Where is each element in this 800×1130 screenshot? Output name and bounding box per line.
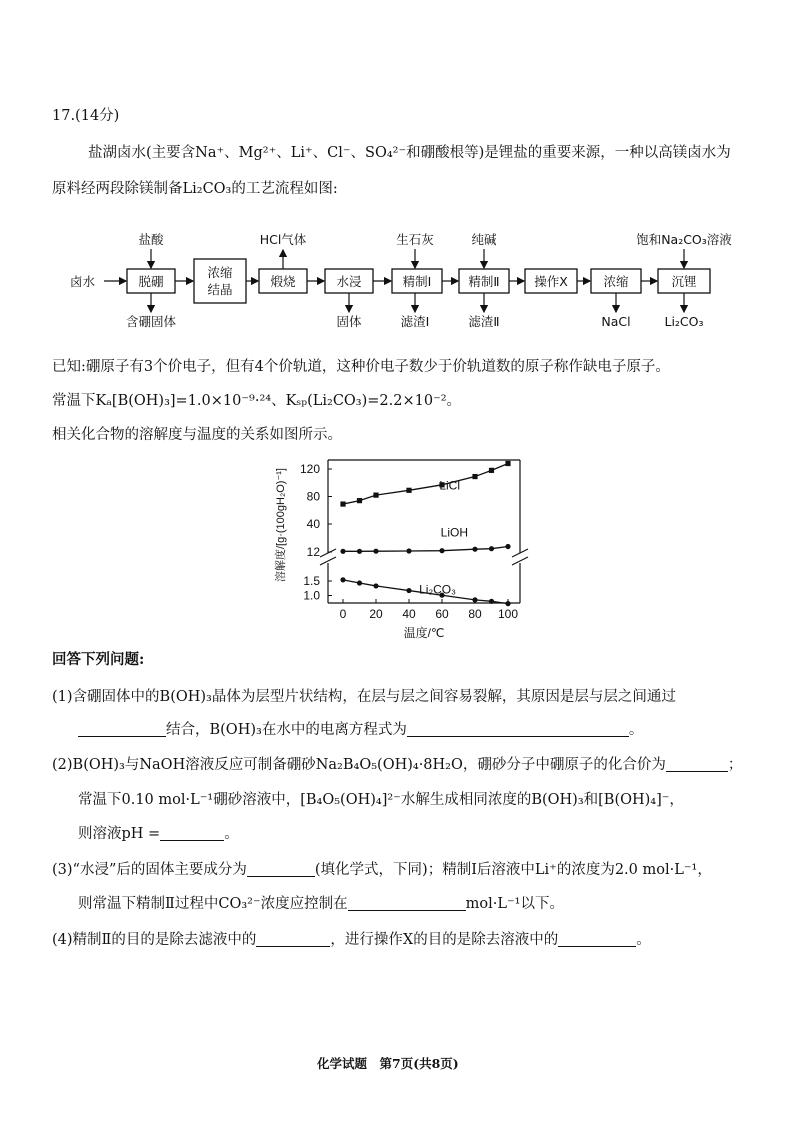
intro-line-2: 原料经两段除镁制备Li₂CO₃的工艺流程如图: <box>52 181 338 197</box>
data-point-lioh <box>357 549 362 554</box>
solubility-chart <box>270 455 540 645</box>
output-nacl: NaCl <box>601 314 631 329</box>
output-lvzha-2: 滤渣Ⅱ <box>468 314 500 329</box>
x-tick-label: 40 <box>402 607 416 621</box>
q3-line-2 <box>78 894 564 914</box>
q1-line-2 <box>78 720 643 740</box>
step-jiejing: 结晶 <box>207 282 233 297</box>
data-point-li2co3 <box>489 599 494 604</box>
data-point-lioh <box>340 549 345 554</box>
intro-line-1: 盐湖卤水(主要含Na⁺、Mg²⁺、Li⁺、Cl⁻、SO₄²⁻和硼酸根等)是锂盐的重要来源，一种以高镁卤水为 <box>88 145 731 161</box>
known-line-3: 相关化合物的溶解度与温度的关系如图所示。 <box>52 427 342 443</box>
known-line-1: 已知:硼原子有3个价电子，但有4个价轨道，这种价电子数少于价轨道数的原子称作缺电子原子。 <box>52 359 670 375</box>
series-label: Li₂CO₃ <box>419 582 456 597</box>
q3-blank-2[interactable] <box>348 894 466 911</box>
step-nongsuo-2: 浓缩 <box>603 274 629 289</box>
process-flow-diagram <box>70 225 770 340</box>
input-na2co3: 饱和Na₂CO₃溶液 <box>636 232 732 247</box>
data-point-li2co3 <box>373 583 378 588</box>
series-label: LiOH <box>440 525 468 540</box>
q3-text-1: (3)“水浸”后的固体主要成分为 <box>52 862 247 878</box>
data-point-lioh <box>406 548 411 553</box>
q4-text-1: (4)精制Ⅱ的目的是除去滤液中的 <box>52 932 257 948</box>
output-hanpeng-guti: 含硼固体 <box>125 314 177 329</box>
data-point-licl <box>357 498 362 503</box>
data-point-lioh <box>373 549 378 554</box>
input-chunjian: 纯碱 <box>471 232 497 247</box>
q1-line-1: (1)含硼固体中的B(OH)₃晶体为层型片状结构，在层与层之间容易裂解，其原因是层与层之间通过 <box>52 689 676 705</box>
question-number: 17.(14分) <box>52 108 120 124</box>
q2-line-2: 常温下0.10 mol·L⁻¹硼砂溶液中，[B₄O₅(OH)₄]²⁻水解生成相同浓度的B(OH)₃和[B(OH)₄]⁻， <box>78 792 684 808</box>
q2-text-1-end: ； <box>727 757 743 773</box>
input-shengshihui: 生石灰 <box>396 232 434 247</box>
q3-text-1-mid: (填化学式，下同)；精制Ⅰ后溶液中Li⁺的浓度为2.0 mol·L⁻¹， <box>314 862 712 878</box>
output-li2co3: Li₂CO₃ <box>664 314 704 329</box>
y-tick-label: 12 <box>306 545 320 559</box>
data-point-li2co3 <box>357 580 362 585</box>
data-point-licl <box>472 474 477 479</box>
x-tick-label: 20 <box>369 607 383 621</box>
y-tick-label: 80 <box>306 489 320 504</box>
data-point-lioh <box>439 548 444 553</box>
data-point-lioh <box>472 547 477 552</box>
q2-blank-2[interactable] <box>160 824 224 841</box>
q2-line-3 <box>78 824 239 844</box>
data-point-li2co3 <box>505 601 510 606</box>
q3-text-2-end: mol·L⁻¹以下。 <box>465 896 564 912</box>
step-jingzhi-2: 精制Ⅱ <box>468 274 500 289</box>
output-hcl-gas: HCl气体 <box>259 232 307 247</box>
q3-line-1 <box>52 860 712 880</box>
step-nongsuo: 浓缩 <box>207 265 233 280</box>
x-tick-label: 100 <box>497 607 519 621</box>
step-jingzhi-1: 精制Ⅰ <box>402 274 432 289</box>
q3-blank-1[interactable] <box>247 860 315 877</box>
step-shuijin: 水浸 <box>336 274 362 289</box>
q2-line-1 <box>52 755 742 775</box>
chart-frame <box>328 460 520 603</box>
output-guti: 固体 <box>336 314 362 329</box>
data-point-licl <box>373 493 378 498</box>
data-point-li2co3 <box>406 588 411 593</box>
q2-blank-1[interactable] <box>666 755 728 772</box>
data-point-licl <box>505 461 510 466</box>
data-point-li2co3 <box>340 577 345 582</box>
y-axis-label: 溶解度/[g·(100gH₂O)⁻¹] <box>275 468 287 582</box>
q2-text-1: (2)B(OH)₃与NaOH溶液反应可制备硼砂Na₂B₄O₅(OH)₄·8H₂O，硼砂分子中硼原子的化合价为 <box>52 757 666 773</box>
q4-line <box>52 930 651 950</box>
q1-blank-2[interactable] <box>407 720 629 737</box>
data-point-licl <box>340 501 345 506</box>
q4-text-end: 。 <box>636 932 651 948</box>
data-point-licl <box>406 488 411 493</box>
step-duanshao: 煅烧 <box>270 274 296 289</box>
data-point-li2co3 <box>472 597 477 602</box>
q4-blank-2[interactable] <box>558 930 636 947</box>
data-point-licl <box>489 468 494 473</box>
q1-text-2: 结合，B(OH)₃在水中的电离方程式为 <box>166 722 407 738</box>
flow-start-label: 卤水 <box>70 274 96 289</box>
x-axis-label: 温度/℃ <box>403 626 445 640</box>
output-lvzha-1: 滤渣Ⅰ <box>400 314 430 329</box>
y-tick-label: 120 <box>299 462 320 476</box>
data-point-lioh <box>489 546 494 551</box>
series-line-0 <box>343 464 508 505</box>
q3-text-2: 则常温下精制Ⅱ过程中CO₃²⁻浓度应控制在 <box>78 896 348 912</box>
known-line-2: 常温下Kₐ[B(OH)₃]=1.0×10⁻⁹·²⁴、Kₛₚ(Li₂CO₃)=2.2×10⁻²。 <box>52 393 462 409</box>
answer-heading: 回答下列问题: <box>52 651 145 668</box>
q4-blank-1[interactable] <box>256 930 330 947</box>
data-point-lioh <box>505 544 510 549</box>
x-tick-label: 60 <box>435 607 449 621</box>
step-tuopeng: 脱硼 <box>138 274 164 289</box>
step-chenli: 沉锂 <box>671 274 697 289</box>
input-yansuan: 盐酸 <box>138 232 164 247</box>
series-label: LiCl <box>439 478 460 493</box>
x-tick-label: 0 <box>339 607 347 621</box>
q2-text-3-end: 。 <box>224 826 239 842</box>
y-tick-label: 1.5 <box>303 574 320 588</box>
q1-blank-1[interactable] <box>78 720 166 737</box>
q1-end: 。 <box>628 722 644 738</box>
q2-text-3: 则溶液pH = <box>78 826 161 842</box>
q4-text-mid: ，进行操作X的目的是除去溶液中的 <box>330 932 559 948</box>
x-tick-label: 80 <box>468 607 482 621</box>
step-operation-x: 操作X <box>534 274 568 289</box>
y-tick-label: 1.0 <box>303 588 320 603</box>
y-tick-label: 40 <box>306 517 320 531</box>
page-footer: 化学试题 第7页(共8页) <box>317 1056 459 1071</box>
series-line-1 <box>343 547 508 552</box>
